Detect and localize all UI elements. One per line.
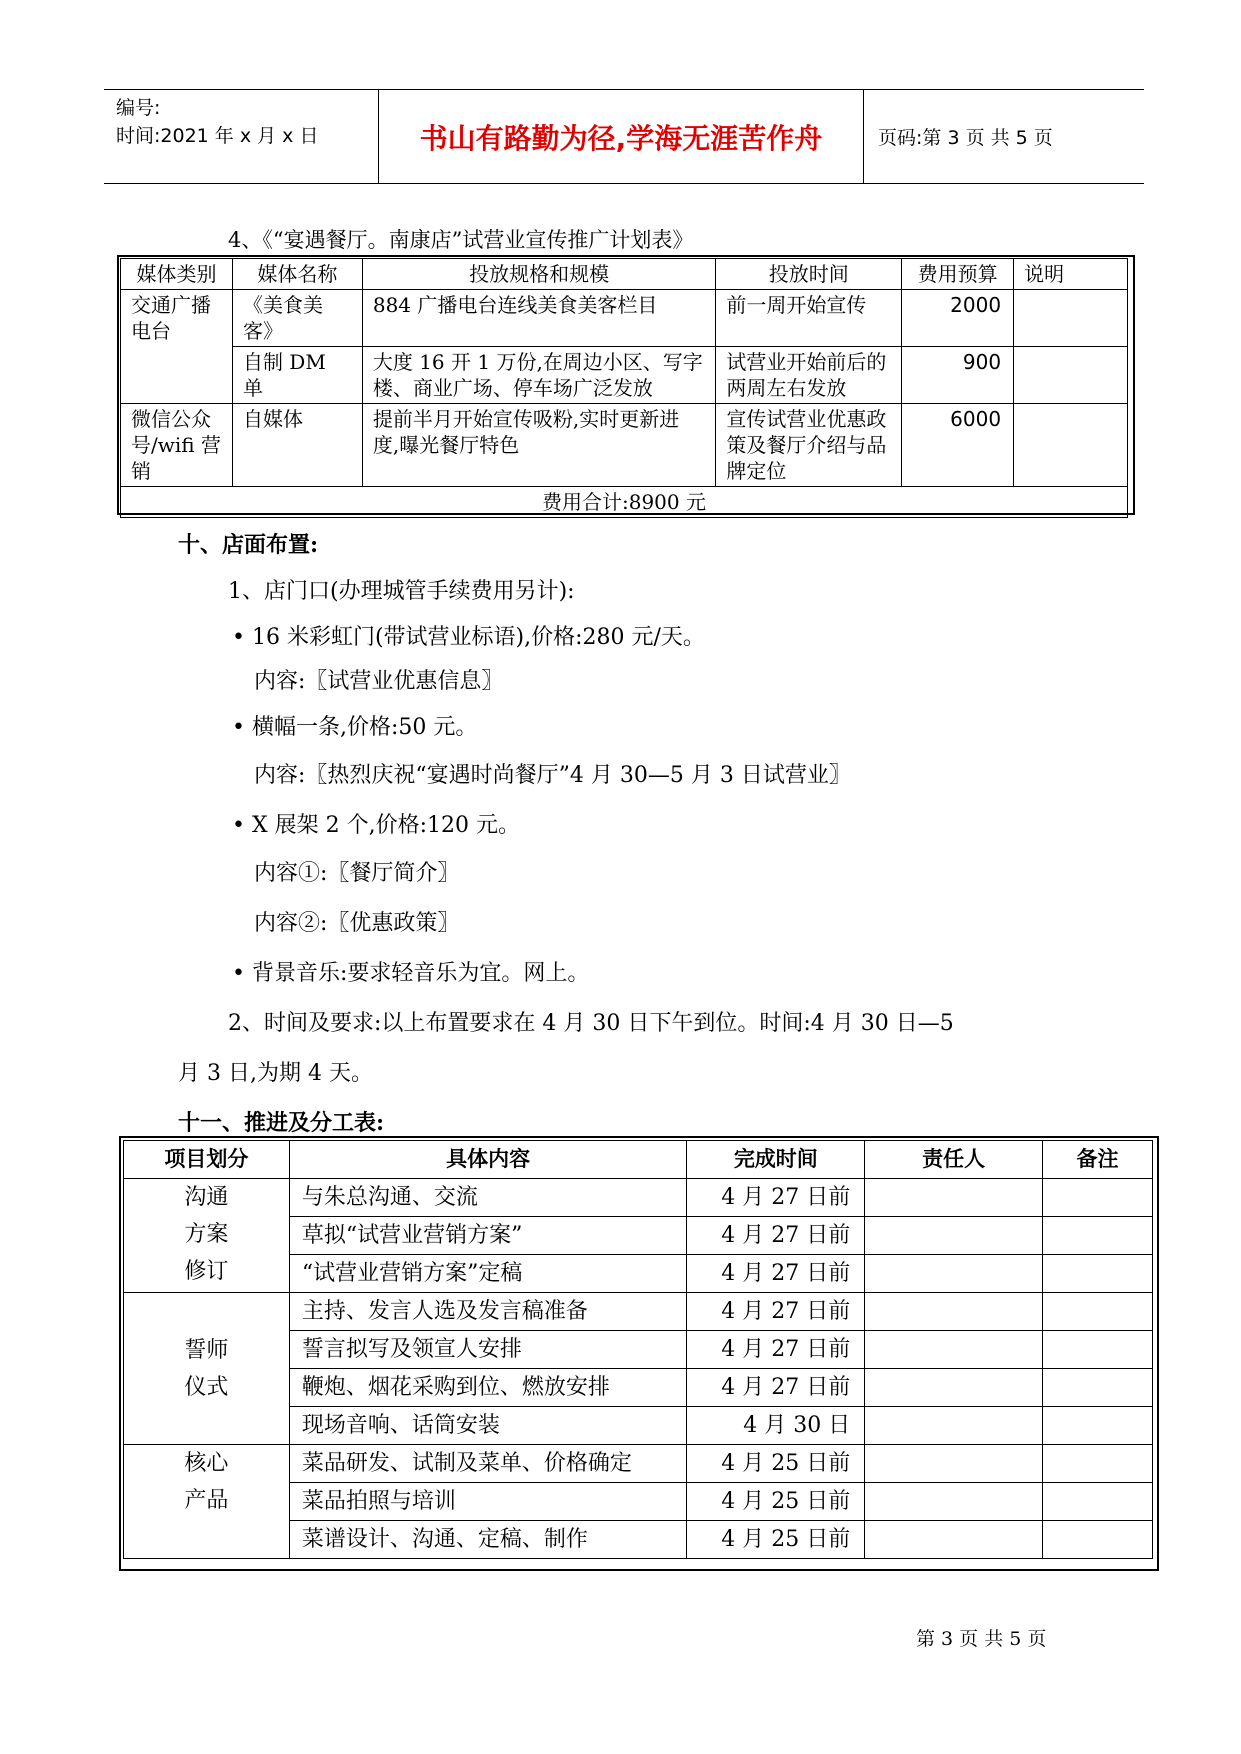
section10-item2-line2: 月 3 日,为期 4 天。 [178,1061,373,1086]
task-date: 4 月 27 日前 [687,1369,865,1407]
table-row [124,1293,1153,1331]
table-row [121,404,1128,487]
division-header-row [124,1141,1153,1179]
division-header-cell: 完成时间 [687,1141,865,1179]
division-header-cell: 项目划分 [124,1141,290,1179]
section10-bullet4: • 背景音乐:要求轻音乐为宜。网上。 [232,961,590,986]
header-meta [104,90,379,183]
task-owner [865,1217,1043,1255]
task-note [1043,1369,1153,1407]
media-total: 费用合计:8900 元 [121,487,1128,518]
task-content: 菜品研发、试制及菜单、价格确定 [289,1445,687,1483]
task-owner [865,1445,1043,1483]
table-row [124,1179,1153,1217]
task-note [1043,1521,1153,1559]
group-name-line: 产品 [184,1488,229,1513]
media-category: 微信公众号/wifi 营销 [121,404,233,487]
media-plan-table [120,258,1128,518]
media-plan-title: 4、《“宴遇餐厅。南康店”试营业宣传推广计划表》 [228,228,694,252]
media-note [1014,347,1128,404]
section11-title: 十一、推进及分工表: [178,1110,385,1136]
media-name: 自媒体 [232,404,362,487]
media-header-cell: 费用预算 [902,259,1014,290]
task-note [1043,1293,1153,1331]
task-owner [865,1293,1043,1331]
task-owner [865,1255,1043,1293]
media-header-cell: 投放规格和规模 [362,259,716,290]
task-content: 菜谱设计、沟通、定稿、制作 [289,1521,687,1559]
task-content: 现场音响、话筒安装 [289,1407,687,1445]
section10-bullet3: • X 展架 2 个,价格:120 元。 [232,813,520,838]
division-header-cell: 责任人 [865,1141,1043,1179]
task-content: 主持、发言人选及发言稿准备 [289,1293,687,1331]
media-time: 试营业开始前后的两周左右发放 [716,347,902,404]
task-date: 4 月 27 日前 [687,1255,865,1293]
task-owner [865,1331,1043,1369]
media-header-cell: 投放时间 [716,259,902,290]
header-time-label: 时间:2021 年 x 月 x 日 [116,125,319,147]
task-date: 4 月 27 日前 [687,1293,865,1331]
task-content: 誓言拟写及领宣人安排 [289,1331,687,1369]
media-header-cell: 媒体类别 [121,259,233,290]
group-name [124,1179,290,1293]
section10-bullet3-content2: 内容②:〖优惠政策〗 [254,911,460,936]
task-date: 4 月 27 日前 [687,1217,865,1255]
division-table [123,1140,1153,1559]
section10-bullet1-content: 内容:〖试营业优惠信息〗 [254,669,504,694]
group-name-line: 誓师 [184,1337,229,1363]
task-date: 4 月 25 日前 [687,1445,865,1483]
task-owner [865,1521,1043,1559]
group-name-line: 沟通 [184,1185,229,1210]
header-page-label: 页码:第 3 页 共 5 页 [878,127,1053,149]
task-owner [865,1369,1043,1407]
section10-bullet2-content: 内容:〖热烈庆祝“宴遇时尚餐厅”4 月 30—5 月 3 日试营业〗 [254,763,851,788]
section10-bullet2: • 横幅一条,价格:50 元。 [232,715,478,740]
task-owner [865,1179,1043,1217]
table-row [121,290,1128,347]
media-total-row [121,487,1128,518]
media-category: 交通广播电台 [121,290,233,404]
media-budget: 900 [902,347,1014,404]
task-note [1043,1483,1153,1521]
section10-item2-line1: 2、时间及要求:以上布置要求在 4 月 30 日下午到位。时间:4 月 30 日—5 [228,1011,954,1036]
header-number-label: 编号: [116,97,161,119]
task-note [1043,1407,1153,1445]
page-footer: 第 3 页 共 5 页 [916,1628,1047,1650]
task-note [1043,1217,1153,1255]
task-date: 4 月 25 日前 [687,1483,865,1521]
media-plan-header-row [121,259,1128,290]
task-note [1043,1179,1153,1217]
table-row [121,347,1128,404]
task-content: 与朱总沟通、交流 [289,1179,687,1217]
section10-bullet3-content1: 内容①:〖餐厅简介〗 [254,861,460,886]
group-name-line: 仪式 [184,1374,229,1400]
media-note [1014,404,1128,487]
section10-bullet1: • 16 米彩虹门(带试营业标语),价格:280 元/天。 [232,625,705,650]
task-date: 4 月 30 日 [687,1407,865,1445]
task-note [1043,1445,1153,1483]
media-note [1014,290,1128,347]
page-header [104,89,1144,184]
media-header-cell: 媒体名称 [232,259,362,290]
media-name: 自制 DM 单 [232,347,362,404]
media-time: 宣传试营业优惠政策及餐厅介绍与品牌定位 [716,404,902,487]
group-name [124,1445,290,1559]
task-owner [865,1483,1043,1521]
media-time: 前一周开始宣传 [716,290,902,347]
media-header-cell: 说明 [1014,259,1128,290]
task-note [1043,1331,1153,1369]
task-date: 4 月 27 日前 [687,1331,865,1369]
media-budget: 6000 [902,404,1014,487]
group-name-line: 方案 [184,1222,229,1247]
table-row [124,1445,1153,1483]
task-content: 草拟“试营业营销方案” [289,1217,687,1255]
task-date: 4 月 25 日前 [687,1521,865,1559]
group-name-line: 核心 [184,1451,229,1476]
media-budget: 2000 [902,290,1014,347]
task-content: 菜品拍照与培训 [289,1483,687,1521]
task-content: 鞭炮、烟花采购到位、燃放安排 [289,1369,687,1407]
group-name [124,1293,290,1445]
media-spec: 大度 16 开 1 万份,在周边小区、写字楼、商业广场、停车场广泛发放 [362,347,716,404]
section10-title: 十、店面布置: [178,532,319,558]
header-motto: 书山有路勤为径,学海无涯苦作舟 [379,90,864,183]
task-content: “试营业营销方案”定稿 [289,1255,687,1293]
media-spec: 提前半月开始宣传吸粉,实时更新进度,曝光餐厅特色 [362,404,716,487]
section10-item1: 1、店门口(办理城管手续费用另计): [228,579,575,604]
task-note [1043,1255,1153,1293]
task-owner [865,1407,1043,1445]
media-spec: 884 广播电台连线美食美客栏目 [362,290,716,347]
division-header-cell: 具体内容 [289,1141,687,1179]
media-name: 《美食美客》 [232,290,362,347]
division-header-cell: 备注 [1043,1141,1153,1179]
group-name-line: 修订 [184,1259,229,1284]
task-date: 4 月 27 日前 [687,1179,865,1217]
